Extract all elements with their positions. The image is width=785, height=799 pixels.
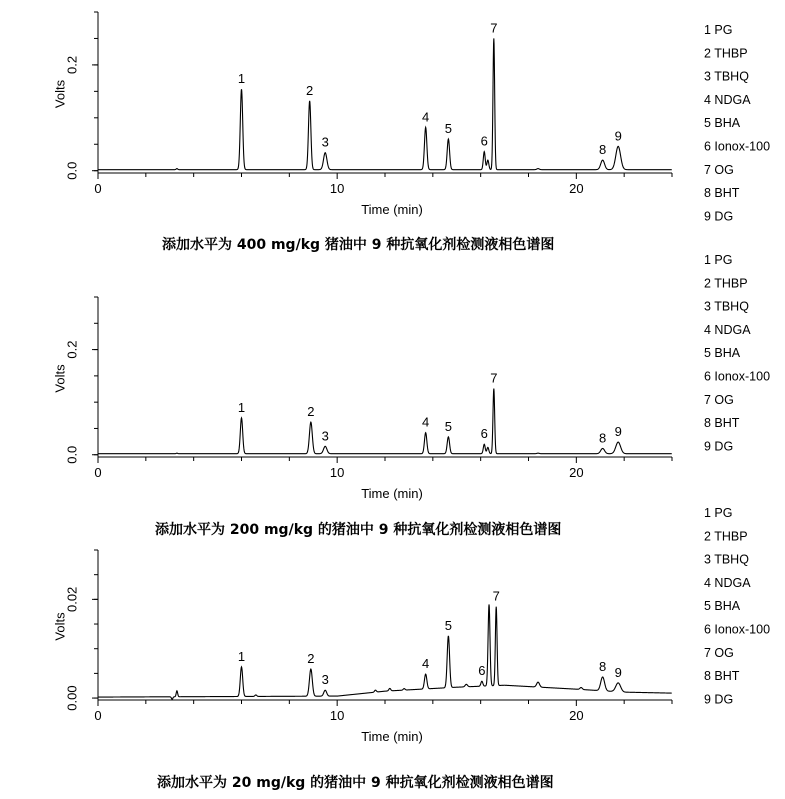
peak-label: 5 — [444, 418, 452, 434]
chromatogram-trace — [98, 38, 672, 169]
chromatogram-panel-200 — [53, 253, 771, 538]
legend-entry: 6 Ionox-100 — [704, 622, 771, 637]
peak-label: 9 — [614, 664, 622, 680]
y-axis-title: Volts — [52, 612, 68, 641]
peak-label: 6 — [480, 133, 488, 149]
legend-entry: 2 THBP — [704, 529, 748, 544]
y-tick-label: 0.0 — [64, 161, 80, 180]
legend-entry: 6 Ionox-100 — [704, 139, 771, 154]
x-tick-label: 10 — [329, 181, 345, 196]
y-tick-label: 0.2 — [64, 340, 80, 359]
legend-entry: 5 BHA — [704, 346, 741, 361]
peak-label: 8 — [599, 430, 607, 446]
y-axis-title: Volts — [52, 364, 68, 393]
legend-entry: 8 BHT — [704, 416, 740, 431]
peak-label: 6 — [480, 426, 488, 442]
chromatogram-trace — [98, 604, 672, 699]
legend-entry: 5 BHA — [704, 116, 741, 131]
peak-label: 2 — [306, 82, 314, 98]
x-tick-label: 20 — [569, 708, 584, 723]
legend-entry: 9 DG — [704, 209, 734, 224]
peak-label: 3 — [321, 134, 329, 150]
chart-caption: 添加水平为 200 mg/kg 的猪油中 9 种抗氧化剂检测液相色谱图 — [155, 522, 562, 538]
y-tick-label: 0.02 — [64, 586, 80, 613]
legend-entry: 3 TBHQ — [704, 299, 749, 314]
peak-label: 5 — [444, 617, 452, 633]
legend-entry: 7 OG — [704, 162, 734, 177]
y-tick-label: 0.2 — [64, 55, 80, 74]
legend-entry: 4 NDGA — [704, 92, 751, 107]
peak-label: 4 — [422, 109, 430, 125]
peak-label: 1 — [237, 399, 246, 415]
legend-entry: 7 OG — [704, 645, 734, 660]
x-axis-title: Time (min) — [361, 729, 423, 744]
chart-caption: 添加水平为 400 mg/kg 猪油中 9 种抗氧化剂检测液相色谱图 — [162, 237, 555, 253]
legend-entry: 4 NDGA — [704, 575, 751, 590]
legend-entry: 7 OG — [704, 392, 734, 407]
chromatogram-panel-20 — [53, 506, 771, 791]
peak-label: 8 — [599, 142, 607, 158]
y-tick-label: 0.0 — [64, 445, 80, 464]
peak-label: 8 — [599, 658, 607, 674]
peak-label: 2 — [307, 404, 315, 420]
peak-label: 9 — [614, 424, 622, 440]
legend-entry: 1 PG — [704, 253, 733, 267]
legend-entry: 9 DG — [704, 439, 734, 454]
x-axis-title: Time (min) — [361, 486, 423, 501]
peak-label: 4 — [422, 656, 430, 672]
peak-label: 7 — [490, 20, 498, 36]
legend-entry: 3 TBHQ — [704, 69, 749, 84]
peak-label: 7 — [490, 370, 498, 386]
x-axis-title: Time (min) — [361, 202, 423, 217]
peak-label: 5 — [444, 120, 452, 136]
legend-entry: 8 BHT — [704, 186, 740, 201]
x-tick-label: 0 — [94, 708, 102, 723]
y-axis-title: Volts — [52, 79, 68, 109]
peak-label: 9 — [614, 128, 622, 144]
legend-entry: 3 TBHQ — [704, 552, 749, 567]
legend-entry: 9 DG — [704, 692, 734, 707]
x-tick-label: 0 — [94, 181, 102, 196]
peak-label: 3 — [321, 428, 329, 444]
legend-entry: 6 Ionox-100 — [704, 369, 771, 384]
x-tick-label: 20 — [569, 181, 584, 196]
chart-caption: 添加水平为 20 mg/kg 的猪油中 9 种抗氧化剂检测液相色谱图 — [157, 775, 554, 791]
x-tick-label: 20 — [569, 465, 584, 480]
peak-label: 3 — [321, 672, 329, 688]
peak-label: 1 — [237, 71, 246, 87]
x-tick-label: 10 — [329, 465, 345, 480]
peak-label: 1 — [237, 648, 246, 664]
legend-entry: 4 NDGA — [704, 322, 751, 337]
legend-entry: 8 BHT — [704, 669, 740, 684]
x-tick-label: 10 — [329, 708, 345, 723]
chromatogram-trace — [98, 388, 672, 453]
peak-label: 4 — [422, 414, 430, 430]
legend-entry: 1 PG — [704, 506, 733, 520]
peak-label: 2 — [307, 651, 315, 667]
y-tick-label: 0.00 — [64, 685, 80, 711]
legend-entry: 2 THBP — [704, 276, 748, 291]
peak-label: 6 — [478, 663, 486, 679]
legend-entry: 2 THBP — [704, 46, 748, 61]
legend-entry: 1 PG — [704, 23, 733, 37]
chromatogram-panel-400 — [53, 12, 771, 253]
peak-label: 7 — [492, 588, 500, 604]
legend-entry: 5 BHA — [704, 599, 741, 614]
x-tick-label: 0 — [94, 465, 102, 480]
